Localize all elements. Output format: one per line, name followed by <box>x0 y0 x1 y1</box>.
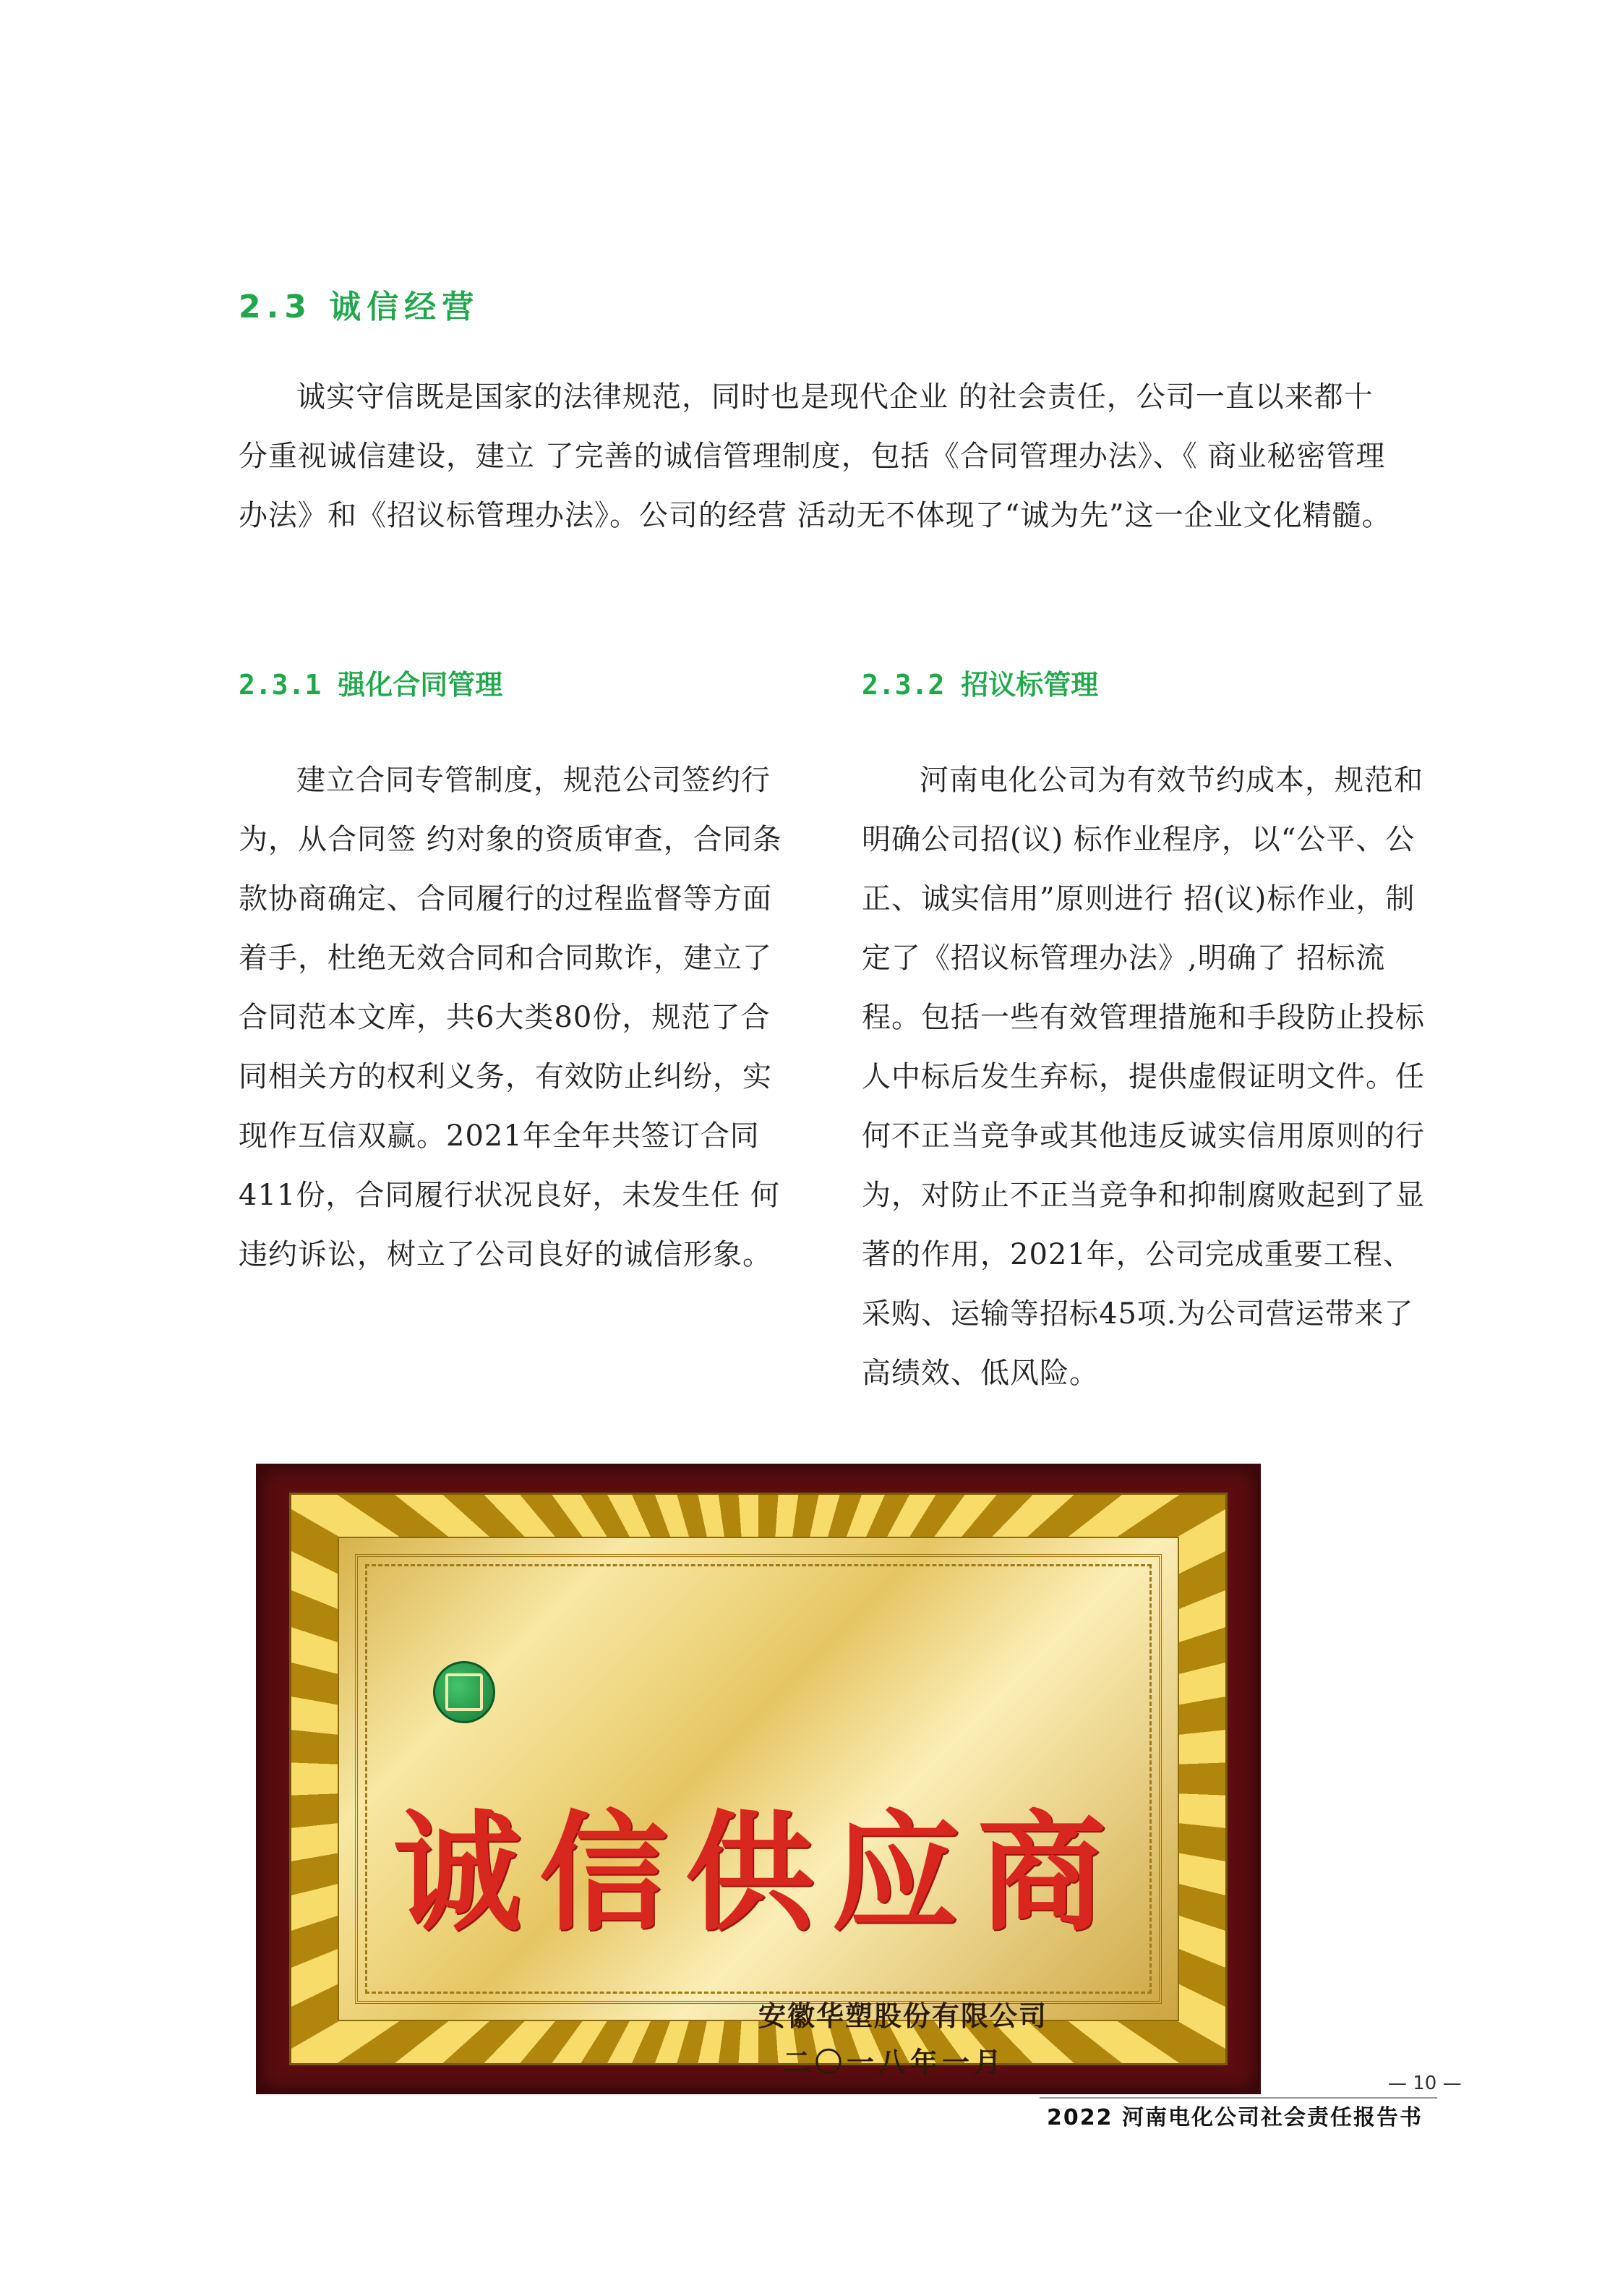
section-intro-paragraph: 诚实守信既是国家的法律规范，同时也是现代企业 的社会责任，公司一直以来都十分重视诚信建设，建立 了完善的诚信管理制度，包括《合同管理办法》、《 商业秘密管理办法》和《招议标管理办法》。公司的经营 活动无不体现了“诚为先”这一企业文化精髓。 <box>239 380 1392 532</box>
left-column-title: 2.3.1 强化合同管理 <box>239 669 503 701</box>
left-column-paragraph: 建立合同专管制度，规范公司签约行为，从合同签 约对象的资质审查，合同条款协商确定、合同履行的过程监督等方面着手，杜绝无效合同和合同欺诈，建立了 合同范本文库，共6大类80份，规范了合同相关方的权利义务，有效防止纠纷，实现作互信双赢。2021年全年共签订合同411份，合同履行状况良好，未发生任 何违约诉讼，树立了公司良好的诚信形象。 <box>239 764 782 1271</box>
plaque-title: 诚信供应商 <box>393 1797 1123 1948</box>
honor-plaque-image <box>259 1467 1258 2091</box>
plaque-company: 安徽华塑股份有限公司 <box>758 2000 1048 2032</box>
section-title: 2.3 诚信经营 <box>239 289 480 325</box>
plaque-panel <box>338 1537 1179 2078</box>
right-column-paragraph: 河南电化公司为有效节约成本，规范和明确公司招(议) 标作业程序，以“公平、公正、诚实信用”原则进行 招(议)标作业，制定了《招议标管理办法》,明确了 招标流程。包括一些有效管理措施和手段防止投标人中标后发生弃标，提供虚假证明文件。任何不正当竞争或其他违反诚实信用原则的行为，对防止不正当竞争和抑制腐败起到了显著的作用，2021年，公司完成重要工程、采购、运输等招标45项.为公司营运带来了高绩效、低风险。 <box>862 764 1425 1390</box>
right-column-title: 2.3.2 招议标管理 <box>862 669 1099 701</box>
company-logo-icon <box>433 1661 495 1723</box>
footer-report-title: 2022 河南电化公司社会责任报告书 <box>1047 2105 1423 2130</box>
plaque-gold-frame <box>289 1493 1228 2078</box>
page-number: — 10 — <box>1388 2073 1462 2094</box>
footer-rule <box>1040 2097 1437 2099</box>
plaque-date: 二〇一八年一月 <box>782 2046 1006 2078</box>
